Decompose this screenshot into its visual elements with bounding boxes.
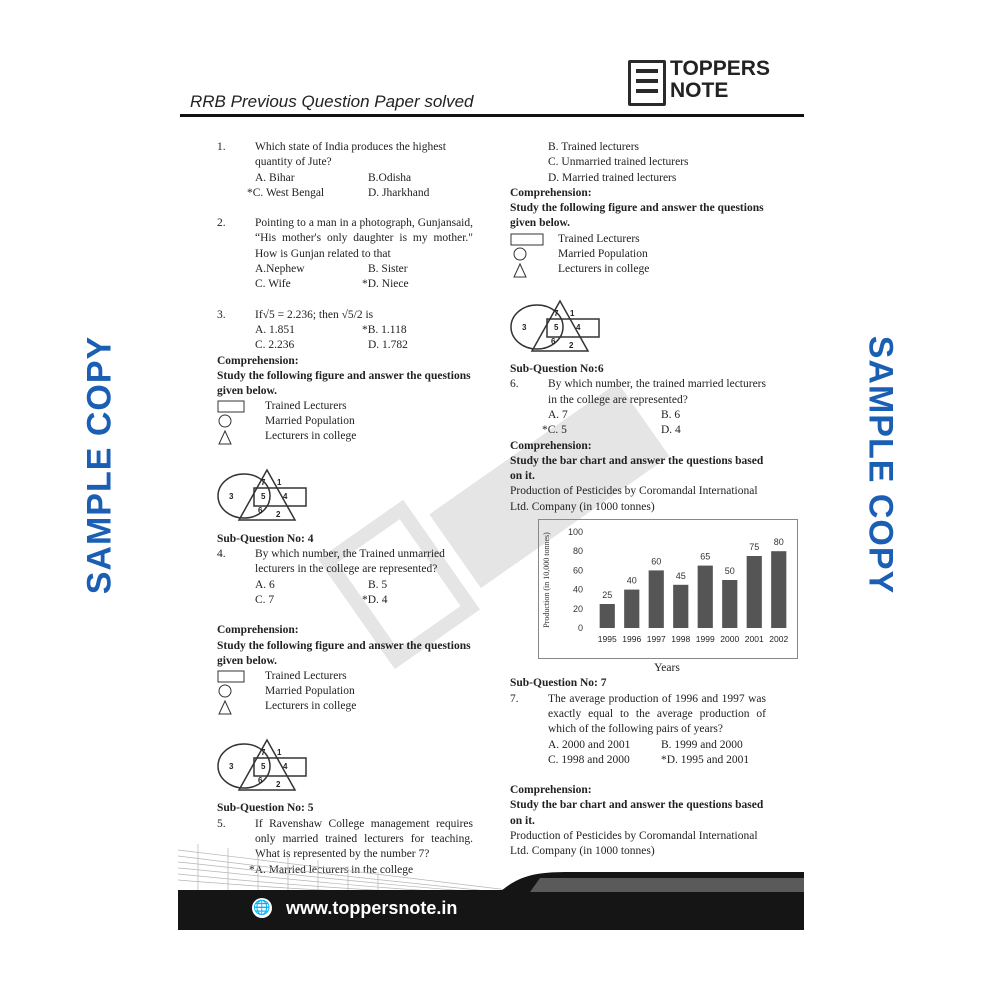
comprehension-heading: Comprehension: [510,784,592,797]
bar [624,590,639,628]
question-text: By which number, the trained married lecturers in the college are represented? [548,378,766,406]
question-text: If Ravenshaw College management requires only married trained lecturers for teaching. What is represented by the number 7? [255,817,473,861]
comprehension-heading: Comprehension: [510,439,592,452]
toppers-note-logo [628,58,778,104]
legend-circle-label: Married Population [558,247,648,260]
venn-number: 2 [569,340,574,350]
venn-number: 3 [229,492,234,502]
globe-icon: 🌐 [253,900,271,916]
x-tick-label: 1995 [597,634,617,645]
book-icon [628,60,666,106]
bar-value-label: 25 [602,590,613,601]
sample-copy-label-right: SAMPLE COPY [861,335,900,595]
x-tick-label: 1998 [671,634,691,645]
chart-caption: Production of Pesticides by Coromandal International Ltd. Company (in 1000 tonnes) [510,830,758,858]
question-7: 7. The average production of 1996 and 1997 was exactly equal to the average production of which of the following pairs of years? [510,692,766,738]
bar [600,604,615,628]
comprehension-heading: Comprehension: [217,624,299,637]
question-2: 2. Pointing to a man in a photograph, Gunjansaid, “His mother's only daughter is my mother." How is Gunjan related to that [217,216,473,262]
legend-rect-label: Trained Lecturers [265,400,347,413]
venn-number: 2 [276,510,281,520]
venn-number: 3 [522,322,527,332]
bar-chart [538,519,798,659]
footer-curve [500,870,804,892]
option: B. Trained lecturers [548,141,640,153]
comprehension-heading: Comprehension: [217,354,299,367]
x-tick-label: 1996 [622,634,642,645]
question-text: Pointing to a man in a photograph, Gunjansaid, “His mother's only daughter is my mother." How is Gunjan related to that [255,217,473,260]
question-2-options: A.Nephew B. Sister C. Wife *D. Niece [255,263,409,291]
legend-rect-label: Trained Lecturers [265,670,347,683]
question-1: 1. Which state of India produces the highest quantity of Jute? [217,140,473,171]
question-6: 6. By which number, the trained married lecturers in the college are represented? [510,377,766,408]
question-3-options: A. 1.851 *B. 1.118 C. 2.236 D. 1.782 [255,323,408,352]
comprehension-instruction: Study the bar chart and answer the questions based on it. [510,454,764,483]
legend-rect-label: Trained Lecturers [558,232,640,245]
website-link[interactable]: www.toppersnote.in [286,898,458,918]
bar-value-label: 50 [724,566,735,577]
bar-chart-svg [539,520,797,658]
page-title: RRB Previous Question Paper solved [190,92,474,111]
question-text: By which number, the Trained unmarried lecturers in the college are represented? [255,548,445,576]
question-5: 5. If Ravenshaw College management requires only married trained lecturers for teaching. What is represented by the number 7? [217,817,473,863]
venn-number: 1 [277,748,282,758]
bar-value-label: 45 [675,570,686,581]
x-axis-title: Years [654,662,680,675]
comprehension-instruction: Study the following figure and answer the questions given below. [217,639,471,667]
bar-value-label: 60 [651,556,662,567]
comprehension-instruction: Study the following figure and answer the questions given below. [510,202,764,230]
venn-number: 6 [258,506,263,516]
chart-caption: Production of Pesticides by Coromandal International Ltd. Company (in 1000 tonnes) [510,485,758,513]
x-tick-label: 1997 [646,634,666,645]
bar-value-label: 65 [700,551,711,562]
figure-legend [510,232,766,279]
question-6-options: A. 7 B. 6 *C. 5 D. 4 [542,408,681,437]
question-4-options: A. 6 B. 5 C. 7 *D. 4 [255,578,388,606]
venn-number: 7 [261,748,266,758]
venn-number: 6 [258,776,263,786]
question-3: 3. If√5 = 2.236; then √5/2 is [217,308,473,323]
venn-number: 4 [283,762,288,772]
x-tick-label: 2002 [769,634,789,645]
bar [771,551,786,628]
venn-number: 7 [554,308,559,318]
bar-value-label: 40 [626,575,637,586]
bar [722,580,737,628]
subquestion-title: Sub-Question No:6 [510,363,604,376]
legend-circle-label: Married Population [265,415,355,428]
subquestion-title: Sub-Question No: 7 [510,677,607,690]
question-text: The average production of 1996 and 1997 was exactly equal to the average production of which of the following pairs of years? [548,692,766,736]
legend-triangle-label: Lecturers in college [558,262,650,275]
venn-number: 2 [276,780,281,790]
question-1-options: A. Bihar B.Odisha *C. West Bengal D. Jharkhand [247,171,430,199]
legend-circle-label: Married Population [265,685,355,698]
y-tick-label: 100 [567,527,583,538]
legend-shapes [510,232,546,278]
legend-triangle-label: Lecturers in college [265,430,357,443]
venn-number: 5 [261,492,266,502]
venn-number: 7 [261,478,266,488]
option: *A. Married lecturers in the college [249,863,414,876]
bar [747,556,762,628]
question-text: Which state of India produces the highest quantity of Jute? [255,141,446,169]
question-4: 4. By which number, the Trained unmarried lecturers in the college are represented? [217,547,473,578]
venn-number: 6 [551,336,556,346]
y-tick-label: 0 [577,623,583,634]
header-divider [180,114,804,117]
venn-number: 1 [570,308,575,318]
figure-legend [217,669,473,716]
logo-line1: TOPPERS [670,57,770,80]
y-axis-title: Production (in 10,000 tonnes) [542,532,551,628]
venn-number: 3 [229,762,234,772]
legend-shapes [217,669,247,715]
x-tick-label: 2001 [744,634,764,645]
y-tick-label: 20 [572,603,583,614]
bar-value-label: 80 [773,537,784,548]
sample-copy-label-left: SAMPLE COPY [80,335,119,595]
venn-diagram [217,468,322,523]
venn-number: 5 [261,762,266,772]
bar-value-label: 75 [749,542,760,553]
question-7-options: A. 2000 and 2001 B. 1999 and 2000 C. 1998 and 2000 *D. 1995 and 2001 [548,738,750,766]
y-tick-label: 80 [572,546,583,557]
venn-diagram [217,738,322,793]
legend-shapes [217,399,247,445]
option: D. Married trained lecturers [548,171,677,184]
venn-number: 4 [576,322,581,332]
y-tick-label: 40 [572,584,583,595]
venn-diagram [510,299,615,354]
legend-triangle-label: Lecturers in college [265,700,357,713]
comprehension-instruction: Study the bar chart and answer the questions based on it. [510,799,764,827]
bar [698,566,713,628]
right-column [510,140,789,860]
x-tick-label: 1999 [695,634,715,645]
venn-number: 4 [283,492,288,502]
option: C. Unmarried trained lecturers [548,156,689,169]
figure-legend [217,399,473,446]
comprehension-instruction: Study the following figure and answer the questions given below. [217,369,471,398]
subquestion-title: Sub-Question No: 4 [217,532,314,545]
question-text: If√5 = 2.236; then √5/2 is [255,308,374,321]
comprehension-heading: Comprehension: [510,186,592,199]
footer-wave-decoration [178,840,508,892]
venn-number: 1 [277,478,282,488]
y-tick-label: 60 [572,565,583,576]
subquestion-title: Sub-Question No: 5 [217,802,314,815]
footer-bar [178,890,804,930]
x-tick-label: 2000 [720,634,740,645]
bar [649,570,664,628]
bar [673,585,688,628]
venn-number: 5 [554,322,559,332]
left-column [217,140,473,878]
logo-line2: NOTE [670,79,729,102]
